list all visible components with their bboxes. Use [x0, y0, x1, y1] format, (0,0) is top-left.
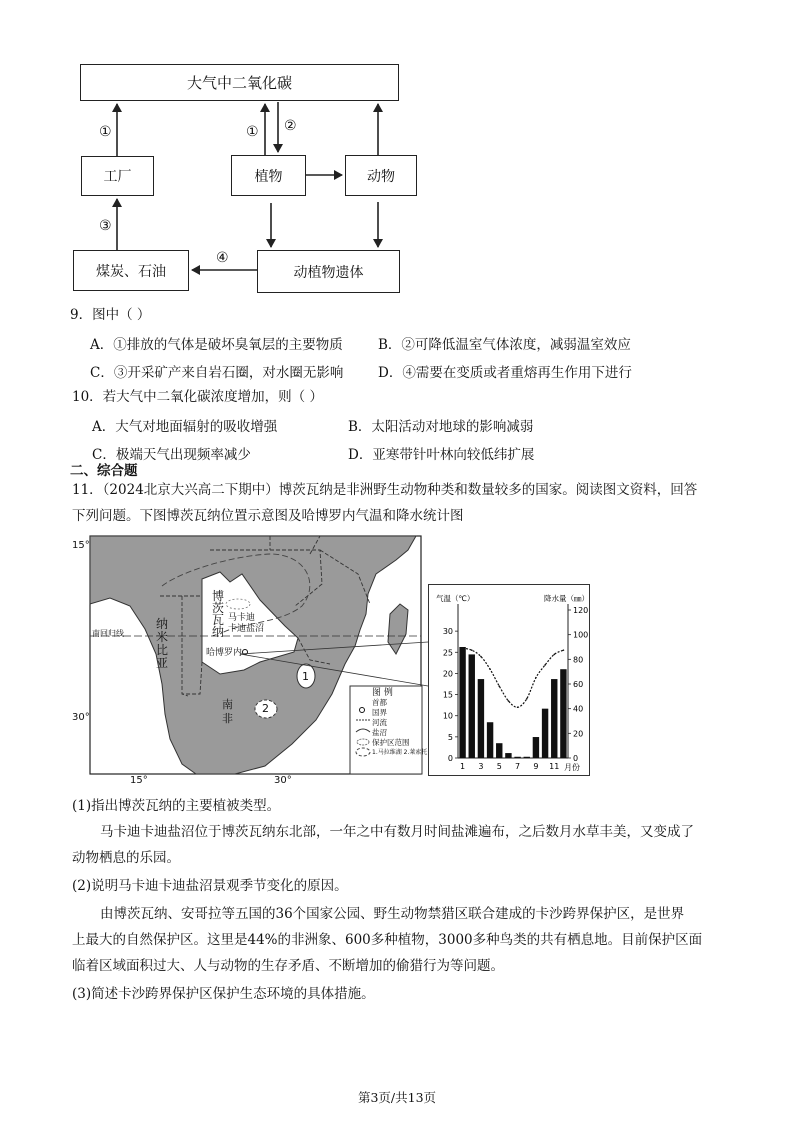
factory-box: 工厂: [81, 156, 154, 196]
precip-bar-2: [469, 654, 475, 758]
namibia-label: 纳 米 比 亚: [156, 617, 169, 670]
y-left-tick-label: 15: [442, 690, 453, 700]
y-left-tick-label: 0: [447, 754, 453, 763]
q9-option-d: D．④需要在变质或者重熔再生作用下进行: [378, 365, 632, 381]
temperature-point-10: [544, 664, 546, 666]
lon-30-label: 30°: [274, 775, 292, 786]
precip-bar-3: [478, 679, 484, 758]
label-3: ③: [99, 218, 112, 234]
temperature-point-6: [508, 700, 510, 702]
label-1-plant: ①: [246, 124, 259, 140]
temperature-point-4: [489, 668, 491, 670]
label-1-factory: ①: [99, 124, 112, 140]
y-left-axis-label: 气温（℃）: [436, 594, 475, 603]
q11-sub1: (1)指出博茨瓦纳的主要植被类型。: [72, 798, 281, 814]
coal-oil-box: 煤炭、石油: [73, 250, 189, 291]
y-right-tick-label: 0: [573, 754, 579, 763]
q10-option-a: A．大气对地面辐射的吸收增强: [92, 419, 278, 435]
precip-bar-6: [505, 753, 511, 758]
lon-15-label: 15°: [130, 775, 148, 786]
q11-para2-line2: 上最大的自然保护区。这里是44%的非洲象、600多种植物，3000多种鸟类的共有栖息地。目前保护区面: [72, 932, 703, 948]
temperature-point-1: [462, 647, 464, 649]
precip-bar-7: [514, 757, 520, 758]
q11-sub2: (2)说明马卡迪卡迪盐沼景观季节变化的原因。: [72, 878, 348, 894]
temperature-point-2: [471, 649, 473, 651]
gaborone-label: 哈博罗内: [206, 648, 243, 658]
precip-bar-12: [560, 669, 566, 758]
q9-option-b: B．②可降低温室气体浓度，减弱温室效应: [378, 337, 631, 353]
temperature-point-8: [526, 698, 528, 700]
y-right-tick-label: 40: [573, 704, 584, 714]
y-left-tick-label: 5: [447, 732, 453, 742]
q11-para2-line3: 临着区域面积过大、人与动物的生存矛盾、不断增加的偷猎行为等问题。: [72, 958, 504, 974]
q11-para1-line2: 动物栖息的乐园。: [72, 850, 180, 866]
q11-para2-line1: 由博茨瓦纳、安哥拉等五国的36个国家公园、野生动物禁猎区联合建成的卡沙跨界保护区，是世界: [100, 906, 685, 922]
atmosphere-box: 大气中二氧化碳: [80, 64, 399, 101]
y-left-tick-label: 20: [442, 669, 453, 679]
lat-30-label: 30°: [72, 712, 90, 723]
label-2: ②: [284, 118, 297, 134]
botswana-label: 博 茨 瓦 纳: [212, 589, 225, 639]
q9-option-c: C．③开采矿产来自岩石圈，对水圈无影响: [90, 365, 344, 381]
legend-text: 图 例 首都 国界 河流 盐沼 保护区范围 1.马拉维湖 2.莱索托: [372, 688, 428, 756]
page-footer: 第3页/共13页: [357, 1090, 437, 1105]
label-4: ④: [216, 250, 229, 266]
temperature-point-11: [553, 654, 555, 656]
marker-1-label: 1: [302, 670, 309, 683]
y-left-tick-label: 10: [442, 711, 453, 721]
x-tick-label: 9: [533, 762, 539, 771]
animal-box: 动物: [345, 155, 417, 196]
diagram-arrows: [0, 0, 794, 320]
gaborone-climate-chart: [428, 584, 590, 776]
q10-option-d: D．亚寒带针叶林向较低纬扩展: [348, 447, 535, 463]
precip-bar-9: [533, 737, 539, 758]
precip-bar-11: [551, 679, 557, 758]
section-heading: 二、综合题: [70, 463, 138, 479]
temperature-point-9: [535, 677, 537, 679]
remains-box: 动植物遗体: [257, 250, 400, 293]
q11-intro-line1: 11．（2024北京大兴高二下期中）博茨瓦纳是非洲野生动物种类和数量较多的国家。阅读图文资料，回答: [72, 482, 698, 498]
plant-box: 植物: [231, 155, 306, 196]
lat-15-label: 15°: [72, 540, 90, 551]
q10-option-c: C．极端天气出现频率减少: [92, 447, 251, 463]
q10-option-b: B．太阳活动对地球的影响减弱: [348, 419, 534, 435]
x-tick-label: 5: [496, 762, 502, 771]
y-left-tick-label: 30: [442, 627, 453, 637]
y-right-tick-label: 20: [573, 729, 584, 739]
makgadikgadi-label: 马卡迪 卡迪盐沼: [228, 613, 265, 634]
x-tick-label: 7: [515, 762, 521, 771]
temperature-point-3: [480, 656, 482, 658]
temperature-point-12: [563, 649, 565, 651]
tropic-label: 南回归线: [92, 629, 124, 638]
map-chart-connector: [240, 640, 430, 700]
precip-bar-5: [496, 743, 502, 758]
q9-option-a: A．①排放的气体是破坏臭氧层的主要物质: [90, 337, 343, 353]
precip-bar-4: [487, 722, 493, 758]
x-tick-label: 3: [478, 762, 484, 771]
y-right-tick-label: 100: [573, 630, 589, 640]
precip-bar-1: [459, 647, 465, 758]
precip-bar-8: [524, 757, 530, 758]
temperature-point-7: [517, 706, 519, 708]
south-africa-label: 南 非: [222, 698, 233, 725]
q11-intro-line2: 下列问题。下图博茨瓦纳位置示意图及哈博罗内气温和降水统计图: [72, 508, 464, 524]
q9-stem: 9．图中（ ）: [70, 307, 151, 323]
q11-sub3: (3)简述卡沙跨界保护区保护生态环境的具体措施。: [72, 986, 375, 1002]
precip-bar-10: [542, 709, 548, 758]
y-right-tick-label: 80: [573, 655, 584, 665]
q10-stem: 10．若大气中二氧化碳浓度增加，则（ ）: [72, 389, 323, 405]
temperature-point-5: [498, 685, 500, 687]
y-right-tick-label: 60: [573, 680, 584, 689]
y-right-tick-label: 120: [573, 606, 589, 615]
q11-para1-line1: 马卡迪卡迪盐沼位于博茨瓦纳东北部，一年之中有数月时间盐滩遍布，之后数月水草丰美，又变成了: [100, 824, 694, 840]
marker-2-label: 2: [262, 702, 269, 715]
y-right-axis-label: 降水量（㎜）: [544, 594, 589, 603]
x-tick-label: 1: [460, 762, 466, 771]
x-tick-label: 11: [549, 762, 560, 771]
y-left-tick-label: 25: [442, 648, 453, 658]
x-axis-label: 月份: [564, 763, 580, 772]
